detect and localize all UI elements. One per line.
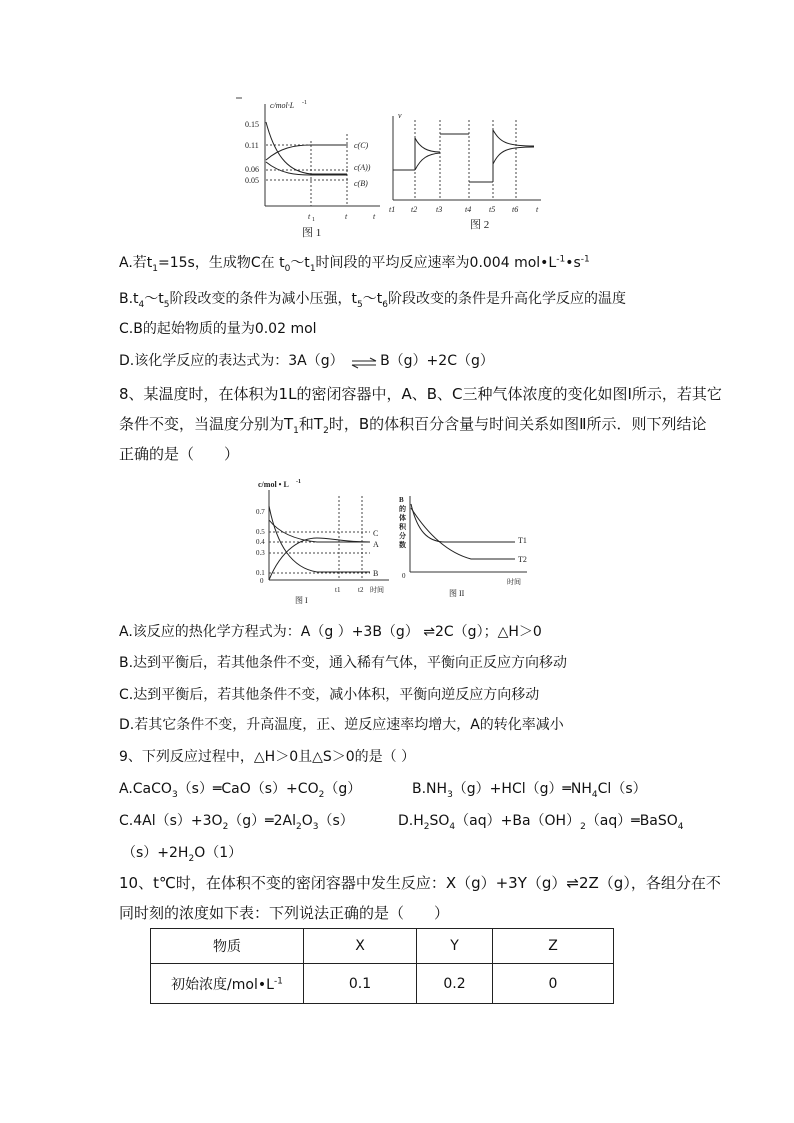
fig1-curve-label: c(B) <box>354 179 368 188</box>
q7-option-c: C.B的起始物质的量为0.02 mol <box>119 321 317 337</box>
fig1-xtick-sub: 1 <box>312 217 315 223</box>
table-row-label: 初始浓度$/mol•L^{-1}$ <box>151 964 304 1004</box>
figI-curve-label: C <box>373 529 379 538</box>
fig2-xtick: t2 <box>411 205 418 214</box>
fig1-ytick: 0.15 <box>245 120 259 129</box>
figI-curve-c <box>269 538 370 580</box>
fig1-xtick: t <box>345 212 348 221</box>
fig1-curve-label: c(A)) <box>354 163 371 172</box>
fig1-ylabel: c/mol·L <box>270 101 295 110</box>
fig2-xtick: t4 <box>465 205 472 214</box>
figII-ylabel-char: 积 <box>399 523 406 531</box>
figure-II-b-volume-fraction <box>395 490 535 602</box>
figII-ylabel-char: B <box>399 496 404 504</box>
figI-ylabel: c/mol • L <box>258 480 289 489</box>
fig1-xtick: t <box>308 212 311 221</box>
figI-ytick: 0.4 <box>256 538 265 546</box>
table-header-cell: X <box>304 929 417 964</box>
figure-2-rate-time <box>386 108 546 232</box>
q8-option-b: B.达到平衡后，若其他条件不变，通入稀有气体，平衡向正反应方向移动 <box>119 655 568 671</box>
q8-option-a: A.该反应的热化学方程式为：A（g ）+3B（g） ⇌2C（g）；△H＞0 <box>119 624 542 640</box>
figure-1-concentration-time <box>236 96 386 240</box>
fig1-ytick: 0.05 <box>245 176 259 185</box>
figI-ytick: 0 <box>260 577 264 585</box>
figI-xtick: t1 <box>335 586 341 594</box>
concentration-table <box>150 928 614 1004</box>
table-header-cell: Y <box>417 929 493 964</box>
q9-option-c: $C.4Al(s)+3O_2(g)═2Al_2O_3(s)$ <box>119 813 354 832</box>
figI-ylabel-sup: -1 <box>296 479 301 485</box>
fig1-ylabel-sup: -1 <box>302 100 307 106</box>
figI-ytick: 0.3 <box>256 549 265 557</box>
q8-stem-line3: 正确的是（ ） <box>119 445 240 463</box>
figII-curve-t2 <box>411 508 515 559</box>
figI-caption: 图 I <box>295 596 308 605</box>
figI-ytick: 0.1 <box>256 569 265 577</box>
figII-curve-label: T1 <box>518 536 527 545</box>
q9-option-b: $B.NH_3(g)+HCl(g)═NH_4Cl(s)$ <box>412 781 647 800</box>
q9-option-d-continued: $(s)+2H_2O(1)$ <box>122 845 243 864</box>
q9-option-d: $D.H_2SO_4(aq)+Ba(OH)_2(aq)═BaSO_4$ <box>398 813 684 832</box>
fig1-curve-label: c(C) <box>354 141 369 150</box>
table-cell: 0.2 <box>417 964 493 1004</box>
q8-stem-line2: 条件不变，当温度分别为$T_1$和$T_2$时，B的体积百分含量与时间关系如图Ⅱ所示．则下列结论 <box>119 415 707 436</box>
fig1-ytick: 0.06 <box>245 165 259 174</box>
figI-curve-label: A <box>373 540 379 549</box>
equilibrium-arrow-icon <box>350 355 378 367</box>
fig2-xtick: t3 <box>436 205 443 214</box>
q7-option-b: $B.t_4\sim t_5$阶段改变的条件为减小压强，$t_5\sim t_6$阶段改变的条件是升高化学反应的温度 <box>119 291 626 310</box>
fig2-xtick: t6 <box>512 205 519 214</box>
figI-xlabel: 时间 <box>370 586 384 594</box>
figII-ylabel-char: 数 <box>399 541 406 549</box>
table-cell: 0.1 <box>304 964 417 1004</box>
figII-ylabel-char: 的 <box>399 505 406 513</box>
fig1-ytick: 0.11 <box>245 141 259 150</box>
q9-option-a: $A.CaCO_3(s)═CaO(s)+CO_2(g)$ <box>119 781 362 800</box>
table-row <box>151 964 614 1004</box>
figI-curve-b <box>269 506 370 572</box>
fig2-xtick: t5 <box>489 205 496 214</box>
fig1-curve-a <box>266 122 347 174</box>
table-header-cell: Z <box>493 929 614 964</box>
q10-stem-line2: 同时刻的浓度如下表：下列说法正确的是（ ） <box>119 904 450 922</box>
figI-curve-a <box>269 520 370 542</box>
fig2-ylabel: v <box>398 111 402 120</box>
figI-curve-label: B <box>373 569 379 578</box>
figII-curve-label: T2 <box>518 555 527 564</box>
figII-ylabel-char: 体 <box>399 514 406 522</box>
q8-option-c: C.达到平衡后，若其他条件不变，减小体积，平衡向逆反应方向移动 <box>119 687 540 703</box>
q7-option-d: D.该化学反应的表达式为：3A（g） B（g）+2C（g） <box>119 353 494 369</box>
q10-stem-line1: 10、t℃时，在体积不变的密闭容器中发生反应：X（g）+3Y（g）⇌2Z（g），各组分在不 <box>119 874 721 892</box>
fig2-xtick: t1 <box>389 205 396 214</box>
figII-curve-t1 <box>411 504 515 542</box>
figI-ytick: 0.5 <box>256 528 265 536</box>
figII-caption: 图 II <box>449 589 465 598</box>
fig1-x-axis-letter: t <box>373 212 376 221</box>
fig2-caption: 图 2 <box>470 219 490 231</box>
q9-stem: 9、下列反应过程中，△H＞0且△S＞0的是（ ） <box>119 749 416 765</box>
figII-xlabel: 时间 <box>507 578 521 586</box>
table-cell: 0 <box>493 964 614 1004</box>
table-header-row <box>151 929 614 964</box>
q8-option-d: D.若其它条件不变，升高温度，正、逆反应速率均增大，A的转化率减小 <box>119 717 564 733</box>
figI-ytick: 0.7 <box>256 508 265 516</box>
q8-stem-line1: 8、某温度时，在体积为1L的密闭容器中，A、B、C三种气体浓度的变化如图I所示，若其它 <box>119 385 722 403</box>
figII-origin: 0 <box>402 572 406 580</box>
fig2-xtick: t <box>536 205 539 214</box>
figI-xtick: t2 <box>358 586 364 594</box>
fig1-caption: 图 1 <box>302 227 322 239</box>
table-header-cell: 物质 <box>151 929 304 964</box>
q7-option-a: A.若$t_1=15s$，生成物C在 $t_0\sim t_1$时间段的平均反应速率为0.004 $mol•L^{-1}•s^{-1}$ <box>119 254 590 274</box>
figII-ylabel-char: 分 <box>399 532 406 540</box>
figure-I-concentration-time <box>252 476 394 606</box>
